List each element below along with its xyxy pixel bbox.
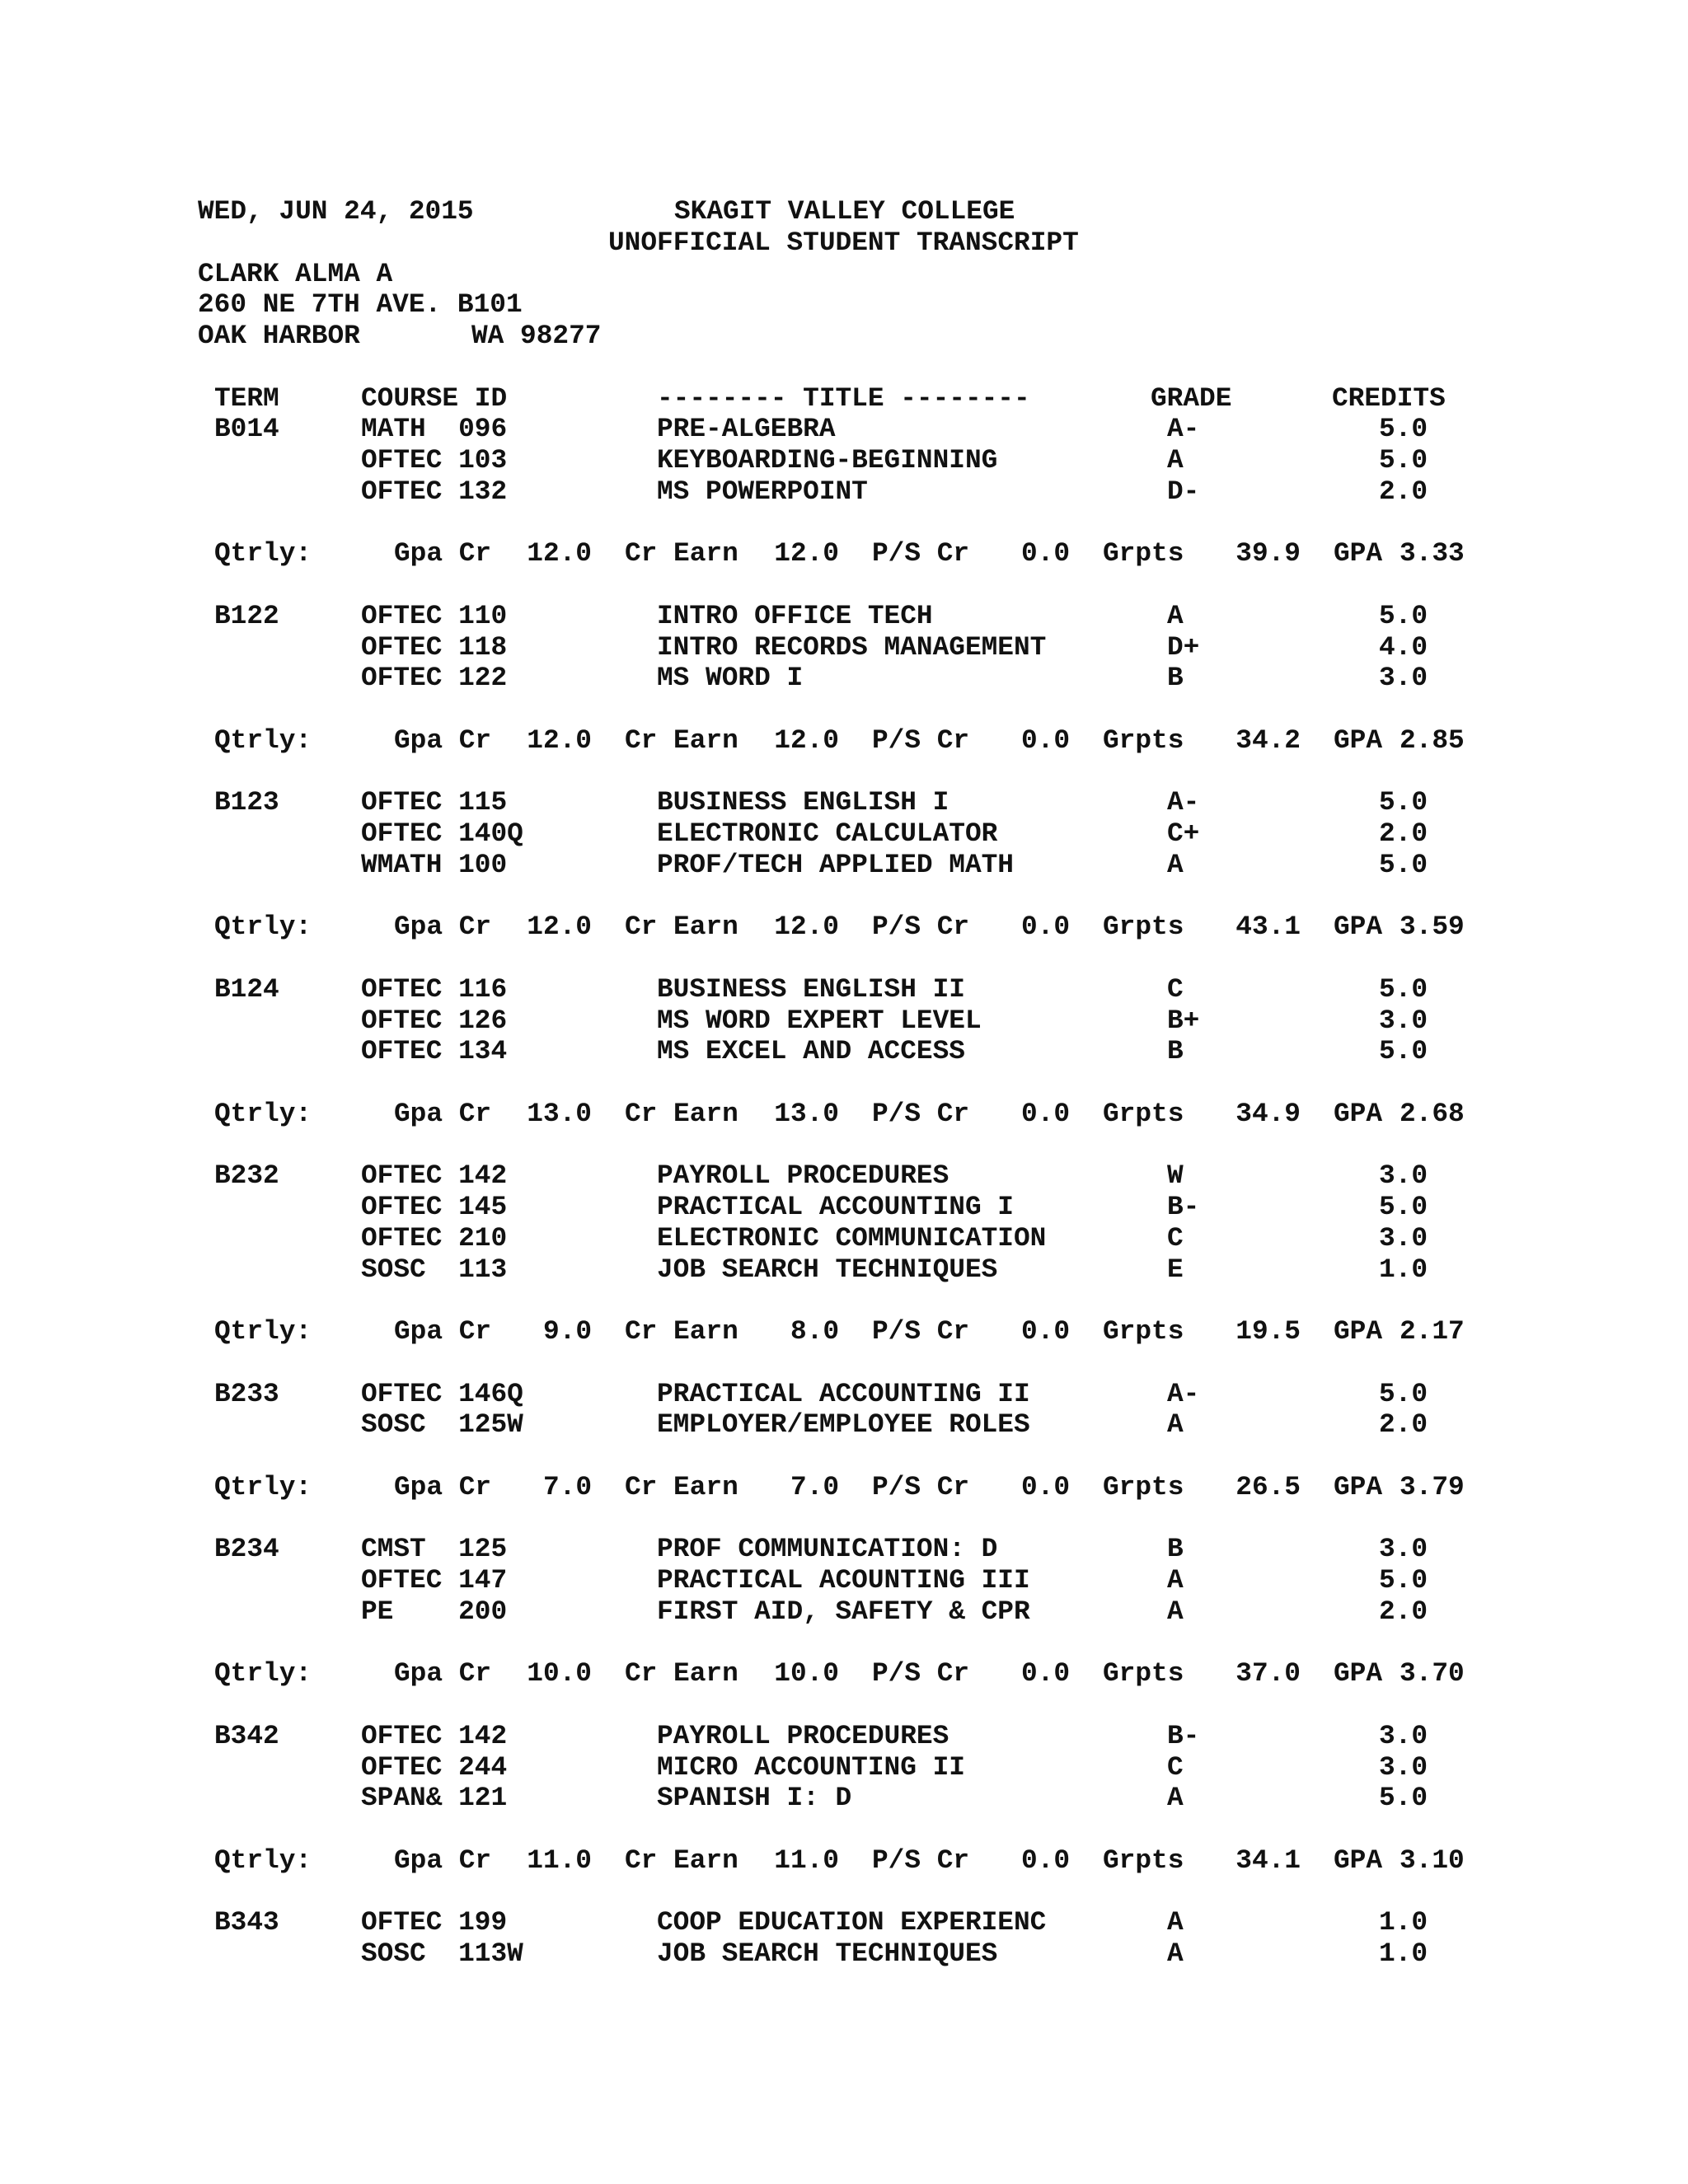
course-credits: 2.0 <box>1378 476 1428 507</box>
course-id: SPAN& 121 <box>361 1783 508 1814</box>
course-title: BUSINESS ENGLISH II <box>657 973 965 1005</box>
course-credits: 3.0 <box>1378 1222 1428 1254</box>
cr-earn-label: Cr Earn <box>625 1098 738 1129</box>
summary-label: Qtrly: <box>214 1844 312 1876</box>
grpts-value: 34.1 <box>1236 1844 1301 1876</box>
course-title: JOB SEARCH TECHNIQUES <box>657 1938 998 1969</box>
cr-earn-value: 7.0 <box>790 1471 839 1502</box>
course-grade: B- <box>1167 1720 1200 1751</box>
cr-earn-value: 12.0 <box>774 538 839 569</box>
ps-cr-label: P/S Cr <box>872 1316 970 1347</box>
course-grade: B <box>1167 1036 1184 1067</box>
grpts-value: 39.9 <box>1236 538 1301 569</box>
cr-earn-label: Cr Earn <box>625 1471 738 1502</box>
course-grade: A <box>1167 1409 1184 1441</box>
cr-earn-label: Cr Earn <box>625 538 738 569</box>
course-grade: B- <box>1167 1192 1200 1222</box>
gpa-cr-value: 12.0 <box>527 912 592 943</box>
ps-cr-label: P/S Cr <box>872 1098 970 1129</box>
gpa-cr-label: Gpa Cr <box>394 724 492 756</box>
course-id: MATH 096 <box>361 414 508 445</box>
course-credits: 3.0 <box>1378 1720 1428 1751</box>
course-credits: 1.0 <box>1378 1254 1428 1285</box>
ps-cr-label: P/S Cr <box>872 724 970 756</box>
term-code: B343 <box>214 1907 279 1938</box>
course-grade: A- <box>1167 414 1200 445</box>
course-id: OFTEC 210 <box>361 1222 508 1254</box>
summary-label: Qtrly: <box>214 538 312 569</box>
grpts-label: Grpts <box>1103 1471 1184 1502</box>
gpa-value: 3.79 <box>1400 1471 1465 1502</box>
summary-label: Qtrly: <box>214 912 312 943</box>
grpts-label: Grpts <box>1103 1316 1184 1347</box>
course-title: PAYROLL PROCEDURES <box>657 1160 950 1192</box>
grpts-label: Grpts <box>1103 1658 1184 1690</box>
course-title: PROF/TECH APPLIED MATH <box>657 849 1014 880</box>
course-credits: 3.0 <box>1378 1005 1428 1036</box>
term-code: B234 <box>214 1534 279 1565</box>
gpa-cr-value: 10.0 <box>527 1658 592 1690</box>
course-title: COOP EDUCATION EXPERIENC <box>657 1907 1047 1938</box>
course-id: OFTEC 116 <box>361 973 508 1005</box>
course-id: OFTEC 147 <box>361 1565 508 1596</box>
term-code: B123 <box>214 787 279 818</box>
gpa-value: 2.85 <box>1400 724 1465 756</box>
course-id: OFTEC 142 <box>361 1720 508 1751</box>
cr-earn-value: 10.0 <box>774 1658 839 1690</box>
grpts-label: Grpts <box>1103 1844 1184 1876</box>
term-code: B233 <box>214 1378 279 1409</box>
course-grade: D- <box>1167 476 1200 507</box>
course-id: SOSC 113 <box>361 1254 508 1285</box>
ps-cr-label: P/S Cr <box>872 1844 970 1876</box>
gpa-value: 3.70 <box>1400 1658 1465 1690</box>
gpa-label: GPA <box>1334 1098 1383 1129</box>
course-title: SPANISH I: D <box>657 1783 852 1814</box>
course-id: OFTEC 115 <box>361 787 508 818</box>
document-title: UNOFFICIAL STUDENT TRANSCRIPT <box>608 227 1079 258</box>
course-id: WMATH 100 <box>361 849 508 880</box>
cr-earn-label: Cr Earn <box>625 1316 738 1347</box>
course-title: PROF COMMUNICATION: D <box>657 1534 998 1565</box>
course-id: OFTEC 122 <box>361 663 508 694</box>
course-grade: C+ <box>1167 818 1200 849</box>
gpa-cr-value: 9.0 <box>542 1316 592 1347</box>
course-title: PRACTICAL ACCOUNTING I <box>657 1192 1014 1222</box>
gpa-label: GPA <box>1334 1658 1383 1690</box>
course-credits: 5.0 <box>1378 600 1428 631</box>
course-credits: 3.0 <box>1378 1751 1428 1783</box>
course-id: OFTEC 199 <box>361 1907 508 1938</box>
grpts-value: 34.2 <box>1236 724 1301 756</box>
course-credits: 5.0 <box>1378 1192 1428 1222</box>
cr-earn-value: 12.0 <box>774 912 839 943</box>
course-title: JOB SEARCH TECHNIQUES <box>657 1254 998 1285</box>
ps-cr-value: 0.0 <box>1020 1471 1070 1502</box>
course-grade: C <box>1167 1222 1184 1254</box>
course-title: ELECTRONIC COMMUNICATION <box>657 1222 1047 1254</box>
course-id: OFTEC 145 <box>361 1192 508 1222</box>
ps-cr-label: P/S Cr <box>872 1471 970 1502</box>
course-grade: D+ <box>1167 631 1200 663</box>
summary-label: Qtrly: <box>214 1471 312 1502</box>
course-grade: B <box>1167 663 1184 694</box>
course-credits: 2.0 <box>1378 1409 1428 1441</box>
gpa-label: GPA <box>1334 538 1383 569</box>
gpa-value: 3.59 <box>1400 912 1465 943</box>
course-id: SOSC 125W <box>361 1409 523 1441</box>
summary-label: Qtrly: <box>214 1316 312 1347</box>
course-title: EMPLOYER/EMPLOYEE ROLES <box>657 1409 1030 1441</box>
course-credits: 3.0 <box>1378 1534 1428 1565</box>
summary-label: Qtrly: <box>214 724 312 756</box>
course-id: OFTEC 134 <box>361 1036 508 1067</box>
course-id: OFTEC 110 <box>361 600 508 631</box>
course-id: OFTEC 244 <box>361 1751 508 1783</box>
course-grade: A <box>1167 1938 1184 1969</box>
course-grade: W <box>1167 1160 1184 1192</box>
cr-earn-value: 13.0 <box>774 1098 839 1129</box>
term-code: B122 <box>214 600 279 631</box>
course-title: MS POWERPOINT <box>657 476 868 507</box>
gpa-value: 3.10 <box>1400 1844 1465 1876</box>
course-id: OFTEC 126 <box>361 1005 508 1036</box>
gpa-cr-label: Gpa Cr <box>394 912 492 943</box>
ps-cr-value: 0.0 <box>1020 1844 1070 1876</box>
course-title: PRACTICAL ACOUNTING III <box>657 1565 1030 1596</box>
gpa-cr-label: Gpa Cr <box>394 1844 492 1876</box>
grpts-label: Grpts <box>1103 912 1184 943</box>
ps-cr-value: 0.0 <box>1020 912 1070 943</box>
course-credits: 5.0 <box>1378 1036 1428 1067</box>
course-credits: 5.0 <box>1378 1565 1428 1596</box>
gpa-cr-label: Gpa Cr <box>394 1658 492 1690</box>
course-credits: 5.0 <box>1378 1378 1428 1409</box>
institution-name: SKAGIT VALLEY COLLEGE <box>674 196 1015 227</box>
course-credits: 5.0 <box>1378 849 1428 880</box>
term-code: B124 <box>214 973 279 1005</box>
student-name: CLARK ALMA A <box>198 258 393 289</box>
course-title: PAYROLL PROCEDURES <box>657 1720 950 1751</box>
grpts-value: 26.5 <box>1236 1471 1301 1502</box>
course-credits: 3.0 <box>1378 1160 1428 1192</box>
course-grade: A <box>1167 849 1184 880</box>
cr-earn-value: 8.0 <box>790 1316 839 1347</box>
course-grade: B <box>1167 1534 1184 1565</box>
course-grade: A <box>1167 1907 1184 1938</box>
course-title: INTRO RECORDS MANAGEMENT <box>657 631 1047 663</box>
ps-cr-label: P/S Cr <box>872 1658 970 1690</box>
cr-earn-label: Cr Earn <box>625 1658 738 1690</box>
course-grade: A <box>1167 1565 1184 1596</box>
course-grade: A <box>1167 600 1184 631</box>
summary-label: Qtrly: <box>214 1658 312 1690</box>
gpa-cr-value: 12.0 <box>527 724 592 756</box>
course-title: INTRO OFFICE TECH <box>657 600 933 631</box>
ps-cr-value: 0.0 <box>1020 538 1070 569</box>
grpts-value: 37.0 <box>1236 1658 1301 1690</box>
gpa-label: GPA <box>1334 1471 1383 1502</box>
student-address: 260 NE 7TH AVE. B101 <box>198 289 523 321</box>
course-id: OFTEC 132 <box>361 476 508 507</box>
course-id: OFTEC 103 <box>361 445 508 476</box>
grpts-label: Grpts <box>1103 724 1184 756</box>
ps-cr-value: 0.0 <box>1020 1316 1070 1347</box>
grpts-value: 43.1 <box>1236 912 1301 943</box>
course-credits: 5.0 <box>1378 973 1428 1005</box>
course-grade: E <box>1167 1254 1184 1285</box>
col-credits: CREDITS <box>1332 382 1446 414</box>
course-credits: 5.0 <box>1378 445 1428 476</box>
course-credits: 3.0 <box>1378 663 1428 694</box>
cr-earn-label: Cr Earn <box>625 912 738 943</box>
cr-earn-label: Cr Earn <box>625 724 738 756</box>
course-title: MS WORD I <box>657 663 804 694</box>
grpts-label: Grpts <box>1103 1098 1184 1129</box>
course-id: OFTEC 140Q <box>361 818 523 849</box>
gpa-cr-label: Gpa Cr <box>394 538 492 569</box>
course-id: OFTEC 146Q <box>361 1378 523 1409</box>
course-title: MICRO ACCOUNTING II <box>657 1751 965 1783</box>
col-grade: GRADE <box>1151 382 1232 414</box>
col-title: -------- TITLE -------- <box>657 382 1030 414</box>
course-id: CMST 125 <box>361 1534 508 1565</box>
gpa-label: GPA <box>1334 1844 1383 1876</box>
col-term: TERM <box>214 382 279 414</box>
gpa-cr-value: 11.0 <box>527 1844 592 1876</box>
course-id: PE 200 <box>361 1596 508 1627</box>
summary-label: Qtrly: <box>214 1098 312 1129</box>
course-credits: 1.0 <box>1378 1907 1428 1938</box>
gpa-cr-value: 7.0 <box>542 1471 592 1502</box>
ps-cr-value: 0.0 <box>1020 724 1070 756</box>
course-title: FIRST AID, SAFETY & CPR <box>657 1596 1030 1627</box>
course-credits: 5.0 <box>1378 1783 1428 1814</box>
course-credits: 4.0 <box>1378 631 1428 663</box>
gpa-cr-label: Gpa Cr <box>394 1098 492 1129</box>
course-title: ELECTRONIC CALCULATOR <box>657 818 998 849</box>
gpa-value: 2.68 <box>1400 1098 1465 1129</box>
course-credits: 1.0 <box>1378 1938 1428 1969</box>
ps-cr-label: P/S Cr <box>872 538 970 569</box>
cr-earn-value: 11.0 <box>774 1844 839 1876</box>
cr-earn-value: 12.0 <box>774 724 839 756</box>
col-course-id: COURSE ID <box>361 382 508 414</box>
ps-cr-label: P/S Cr <box>872 912 970 943</box>
course-title: PRE-ALGEBRA <box>657 414 836 445</box>
gpa-cr-label: Gpa Cr <box>394 1471 492 1502</box>
course-id: OFTEC 142 <box>361 1160 508 1192</box>
course-title: BUSINESS ENGLISH I <box>657 787 950 818</box>
course-grade: A- <box>1167 787 1200 818</box>
course-credits: 5.0 <box>1378 787 1428 818</box>
course-grade: A <box>1167 445 1184 476</box>
term-code: B342 <box>214 1720 279 1751</box>
gpa-label: GPA <box>1334 1316 1383 1347</box>
course-grade: B+ <box>1167 1005 1200 1036</box>
course-grade: C <box>1167 973 1184 1005</box>
course-title: KEYBOARDING-BEGINNING <box>657 445 998 476</box>
gpa-cr-value: 13.0 <box>527 1098 592 1129</box>
grpts-value: 19.5 <box>1236 1316 1301 1347</box>
course-title: PRACTICAL ACCOUNTING II <box>657 1378 1030 1409</box>
gpa-value: 3.33 <box>1400 538 1465 569</box>
course-grade: A- <box>1167 1378 1200 1409</box>
term-code: B014 <box>214 414 279 445</box>
course-title: MS EXCEL AND ACCESS <box>657 1036 965 1067</box>
course-id: OFTEC 118 <box>361 631 508 663</box>
course-id: SOSC 113W <box>361 1938 523 1969</box>
gpa-label: GPA <box>1334 912 1383 943</box>
course-credits: 2.0 <box>1378 818 1428 849</box>
report-date: WED, JUN 24, 2015 <box>198 196 474 227</box>
term-code: B232 <box>214 1160 279 1192</box>
course-grade: C <box>1167 1751 1184 1783</box>
course-grade: A <box>1167 1596 1184 1627</box>
ps-cr-value: 0.0 <box>1020 1098 1070 1129</box>
gpa-label: GPA <box>1334 724 1383 756</box>
student-state-zip: WA 98277 <box>471 321 602 351</box>
course-credits: 5.0 <box>1378 414 1428 445</box>
course-title: MS WORD EXPERT LEVEL <box>657 1005 982 1036</box>
gpa-value: 2.17 <box>1400 1316 1465 1347</box>
grpts-label: Grpts <box>1103 538 1184 569</box>
ps-cr-value: 0.0 <box>1020 1658 1070 1690</box>
course-credits: 2.0 <box>1378 1596 1428 1627</box>
gpa-cr-value: 12.0 <box>527 538 592 569</box>
course-grade: A <box>1167 1783 1184 1814</box>
cr-earn-label: Cr Earn <box>625 1844 738 1876</box>
student-city: OAK HARBOR <box>198 321 360 351</box>
gpa-cr-label: Gpa Cr <box>394 1316 492 1347</box>
grpts-value: 34.9 <box>1236 1098 1301 1129</box>
